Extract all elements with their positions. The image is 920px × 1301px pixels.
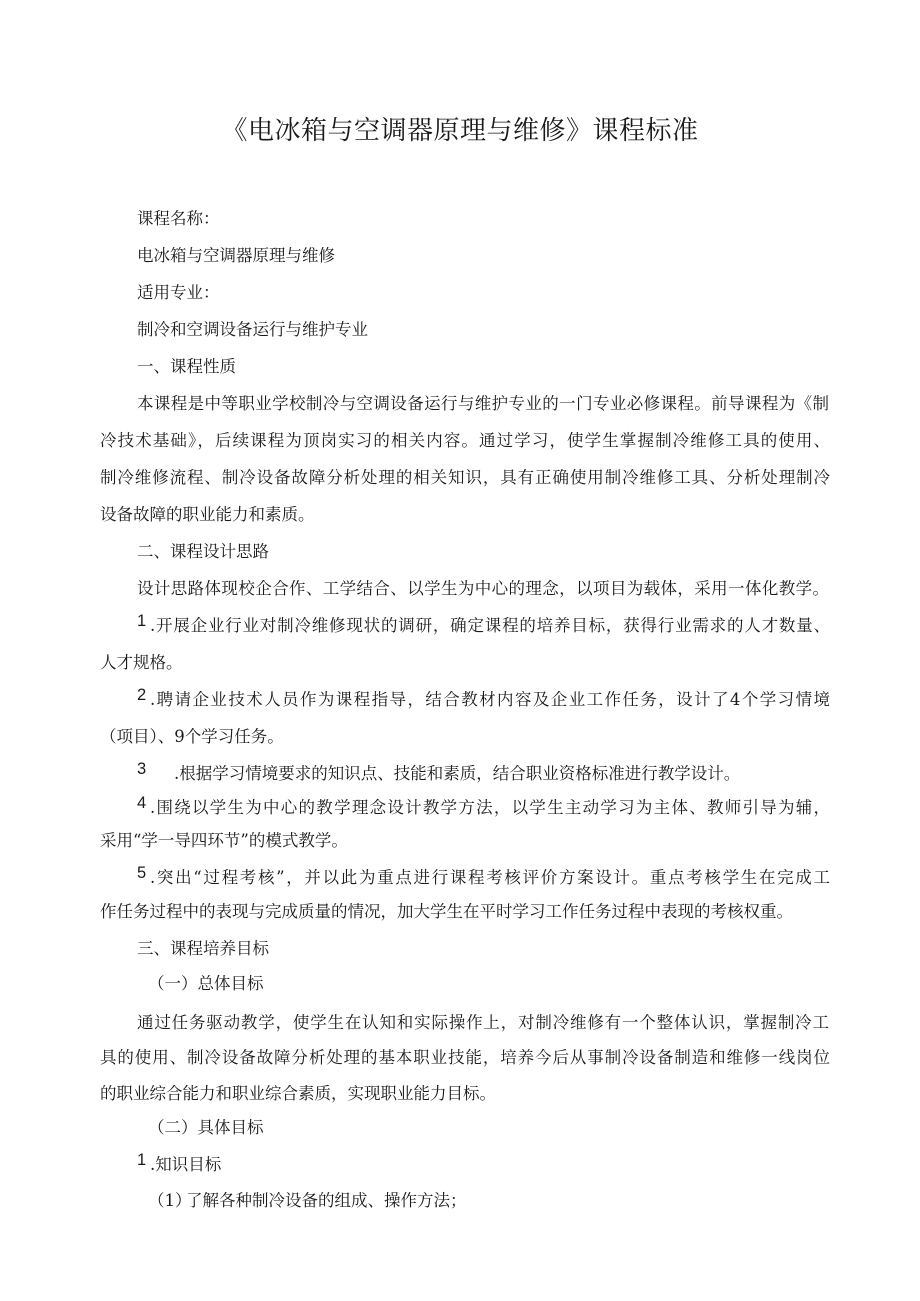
course-name: 电冰箱与空调器原理与维修 — [137, 246, 335, 265]
subsection-heading-specific: （二）具体目标 — [148, 1118, 264, 1137]
list-item-line: 人才规格。 — [100, 653, 183, 672]
paragraph-line: 具的使用、制冷设备故障分析处理的基本职业技能，培养今后从事制冷设备制造和维修一线岗位 — [100, 1048, 830, 1067]
course-name-label: 课程名称： — [137, 209, 220, 228]
paragraph-line: 通过任务驱动教学，使学生在认知和实际操作上，对制冷维修有一个整体认识，掌握制冷工 — [137, 1013, 829, 1032]
paragraph-line: 的职业综合能力和职业综合素质，实现职业能力目标。 — [100, 1084, 496, 1103]
list-item-number: 1 — [137, 612, 147, 630]
paragraph-line: 本课程是中等职业学校制冷与空调设备运行与维护专业的一门专业必修课程。前导课程为《制 — [137, 394, 829, 413]
list-item-line: .聘请企业技术人员作为课程指导，结合教材内容及企业工作任务，设计了4个学习情境 — [150, 690, 830, 709]
design-intro: 设计思路体现校企合作、工学结合、以学生为中心的理念，以项目为载体，采用一体化教学。 — [137, 579, 829, 598]
list-item-line: .开展企业行业对制冷维修现状的调研，确定课程的培养目标，获得行业需求的人才数量、 — [150, 616, 830, 635]
list-item-line: 采用“学一导四环节”的模式教学。 — [100, 831, 348, 850]
knowledge-goal-label: .知识目标 — [150, 1155, 222, 1174]
list-item-line: 作任务过程中的表现与完成质量的情况，加大学生在平时学习工作任务过程中表现的考核权重。 — [100, 902, 793, 921]
document-title: 《电冰箱与空调器原理与维修》课程标准 — [221, 116, 699, 146]
section-heading-design: 二、课程设计思路 — [137, 542, 269, 561]
knowledge-goal-item: 了解各种制冷设备的组成、操作方法； — [186, 1191, 467, 1210]
list-item-line: .突出“过程考核”，并以此为重点进行课程考核评价方案设计。重点考核学生在完成工 — [150, 868, 830, 887]
section-heading-nature: 一、课程性质 — [137, 357, 236, 376]
list-item-number: 5 — [137, 864, 147, 882]
subsection-heading-overall: （一）总体目标 — [148, 974, 264, 993]
list-item-number: 2 — [137, 686, 147, 704]
list-item-line: （项目）、9个学习任务。 — [100, 727, 284, 746]
major: 制冷和空调设备运行与维护专业 — [137, 320, 368, 339]
paragraph-line: 冷技术基础》，后续课程为顶岗实习的相关内容。通过学习，使学生掌握制冷维修工具的使用、 — [100, 431, 830, 450]
list-item-number: （1） — [148, 1191, 192, 1210]
list-item-line: .围绕以学生为中心的教学理念设计教学方法，以学生主动学习为主体、教师引导为辅， — [150, 798, 830, 817]
list-item-line: .根据学习情境要求的知识点、技能和素质，结合职业资格标准进行教学设计。 — [174, 764, 741, 783]
list-item-number: 4 — [137, 794, 147, 812]
section-heading-goals: 三、课程培养目标 — [137, 939, 269, 958]
paragraph-line: 制冷维修流程、制冷设备故障分析处理的相关知识，具有正确使用制冷维修工具、分析处理制冷 — [100, 468, 830, 487]
list-item-number: 3 — [137, 760, 147, 778]
list-item-number: 1 — [137, 1151, 147, 1169]
major-label: 适用专业： — [137, 283, 220, 302]
paragraph-line: 设备故障的职业能力和素质。 — [100, 505, 315, 524]
